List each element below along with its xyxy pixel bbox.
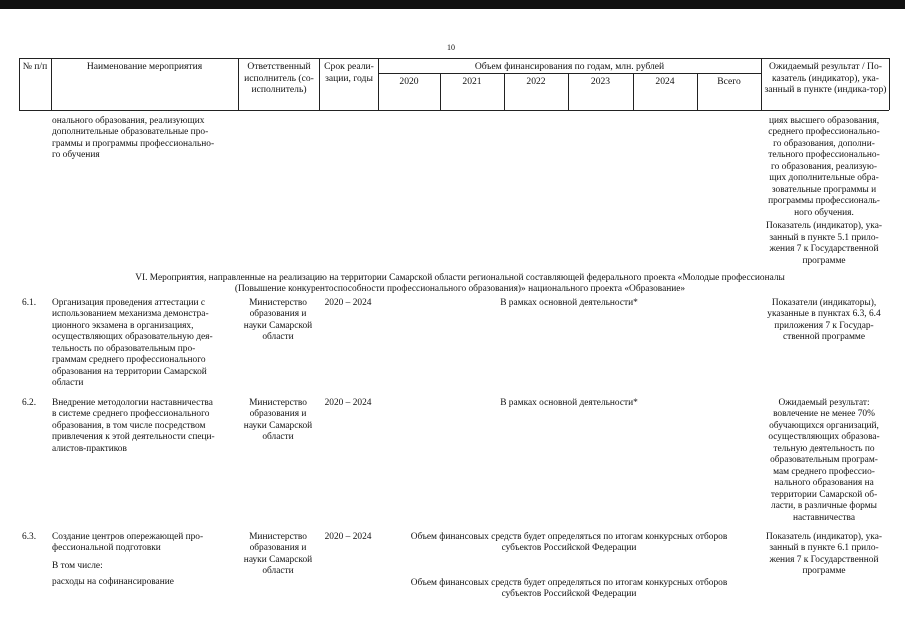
row-6-1-financing: В рамках основной деятельности* [500, 298, 638, 308]
row-6-3-name: Создание центров опережающей про- фессиональной подготовки В том числе: расходы на софинансирование [52, 532, 204, 588]
row-6-1-term: 2020 – 2024 [324, 298, 372, 308]
row-6-2-result: Ожидаемый результат: вовлечение не менее 70% обучающихся организаций, осуществляющих образова- тельную деятельность по образовательным програм- мам среднего профессио- нального образования на территории Самарской об- ласти, в различные формы наставничества [768, 398, 880, 523]
header-term: Срок реали-зации, годы [324, 61, 374, 84]
row-6-1-num: 6.1. [22, 298, 37, 308]
row-6-2-num: 6.2. [22, 398, 37, 408]
section-title: VI. Мероприятия, направленные на реализацию на территории Самарской области региональной составляющей федерального проекта «Молодые профессионалы (Повышение конкурентоспособности профессионального образования)» национального проекта «Образование» [135, 273, 785, 295]
header-year-2023: 2023 [590, 76, 611, 87]
row-6-1-result: Показатели (индикаторы), указанные в пунктах 6.3, 6.4 приложения 7 к Государ- ственной программе [767, 298, 881, 343]
row-6-2-term: 2020 – 2024 [324, 398, 372, 408]
header-result: Ожидаемый результат / По-казатель (индикатор), ука-занный в пункте (индика-тор) [764, 61, 887, 96]
row-6-3-financing-cofinancing: Объем финансовых средств будет определяться по итогам конкурсных отборов субъектов Российской Федерации [410, 578, 728, 600]
header-year-2021: 2021 [462, 76, 482, 87]
header-year-2020: 2020 [399, 76, 419, 87]
header-bottom-border [19, 110, 889, 111]
row-6-2-name: Внедрение методологии наставничества в системе среднего профессионального образования, в том числе посредством привлечения к этой деятельности специ- алистов-практиков [52, 398, 215, 454]
row-6-2-financing: В рамках основной деятельности* [500, 398, 638, 408]
continuation-name: онального образования, реализующих дополнительные образовательные про- граммы и программы профессионально- го обучения [52, 116, 215, 161]
continuation-result: циях высшего образования, среднего профессионально- го образования, дополни- тельного профессионально- го образования, реализую- щих дополнительные обра- зовательные программы и программы профессиональ- ного обучения. Показатель (индикатор), ука- занный в пункте 5.1 прило- жения 7 к Государственной программе [765, 116, 883, 266]
col-border [238, 58, 239, 110]
header-name: Наименование мероприятия [86, 61, 203, 72]
header-year-2022: 2022 [526, 76, 546, 87]
row-6-1-name: Организация проведения аттестации с использованием механизма демонстра- ционного экзамена в организациях, осуществляющих образовательную дея- тельность по образовательным про- граммам среднего профессионального образования на территории Самарской области [52, 298, 213, 389]
row-6-3-result: Показатель (индикатор), ука- занный в пункте 6.1 прило- жения 7 к Государственной программе [765, 532, 883, 577]
row-6-3-financing: Объем финансовых средств будет определяться по итогам конкурсных отборов субъектов Российской Федерации [410, 532, 728, 554]
header-financing: Объем финансирования по годам, млн. рублей [474, 61, 665, 72]
financing-subheader-line [378, 73, 761, 74]
header-responsible: Ответственный исполнитель (со-исполнитель) [244, 61, 314, 96]
header-num: № п/п [22, 61, 48, 72]
row-6-3-term: 2020 – 2024 [324, 532, 372, 542]
row-6-3-num: 6.3. [22, 532, 37, 542]
row-6-1-responsible: Министерство образования и науки Самарской области [243, 298, 313, 343]
page-number: 10 [447, 43, 455, 52]
row-6-2-responsible: Министерство образования и науки Самарской области [243, 398, 313, 443]
header-year-2024: 2024 [655, 76, 675, 87]
row-6-3-responsible: Министерство образования и науки Самарской области [243, 532, 313, 577]
header-top-border [19, 58, 889, 59]
col-border [889, 58, 890, 110]
header-total: Всего [717, 76, 741, 87]
scan-top-edge [0, 0, 905, 9]
